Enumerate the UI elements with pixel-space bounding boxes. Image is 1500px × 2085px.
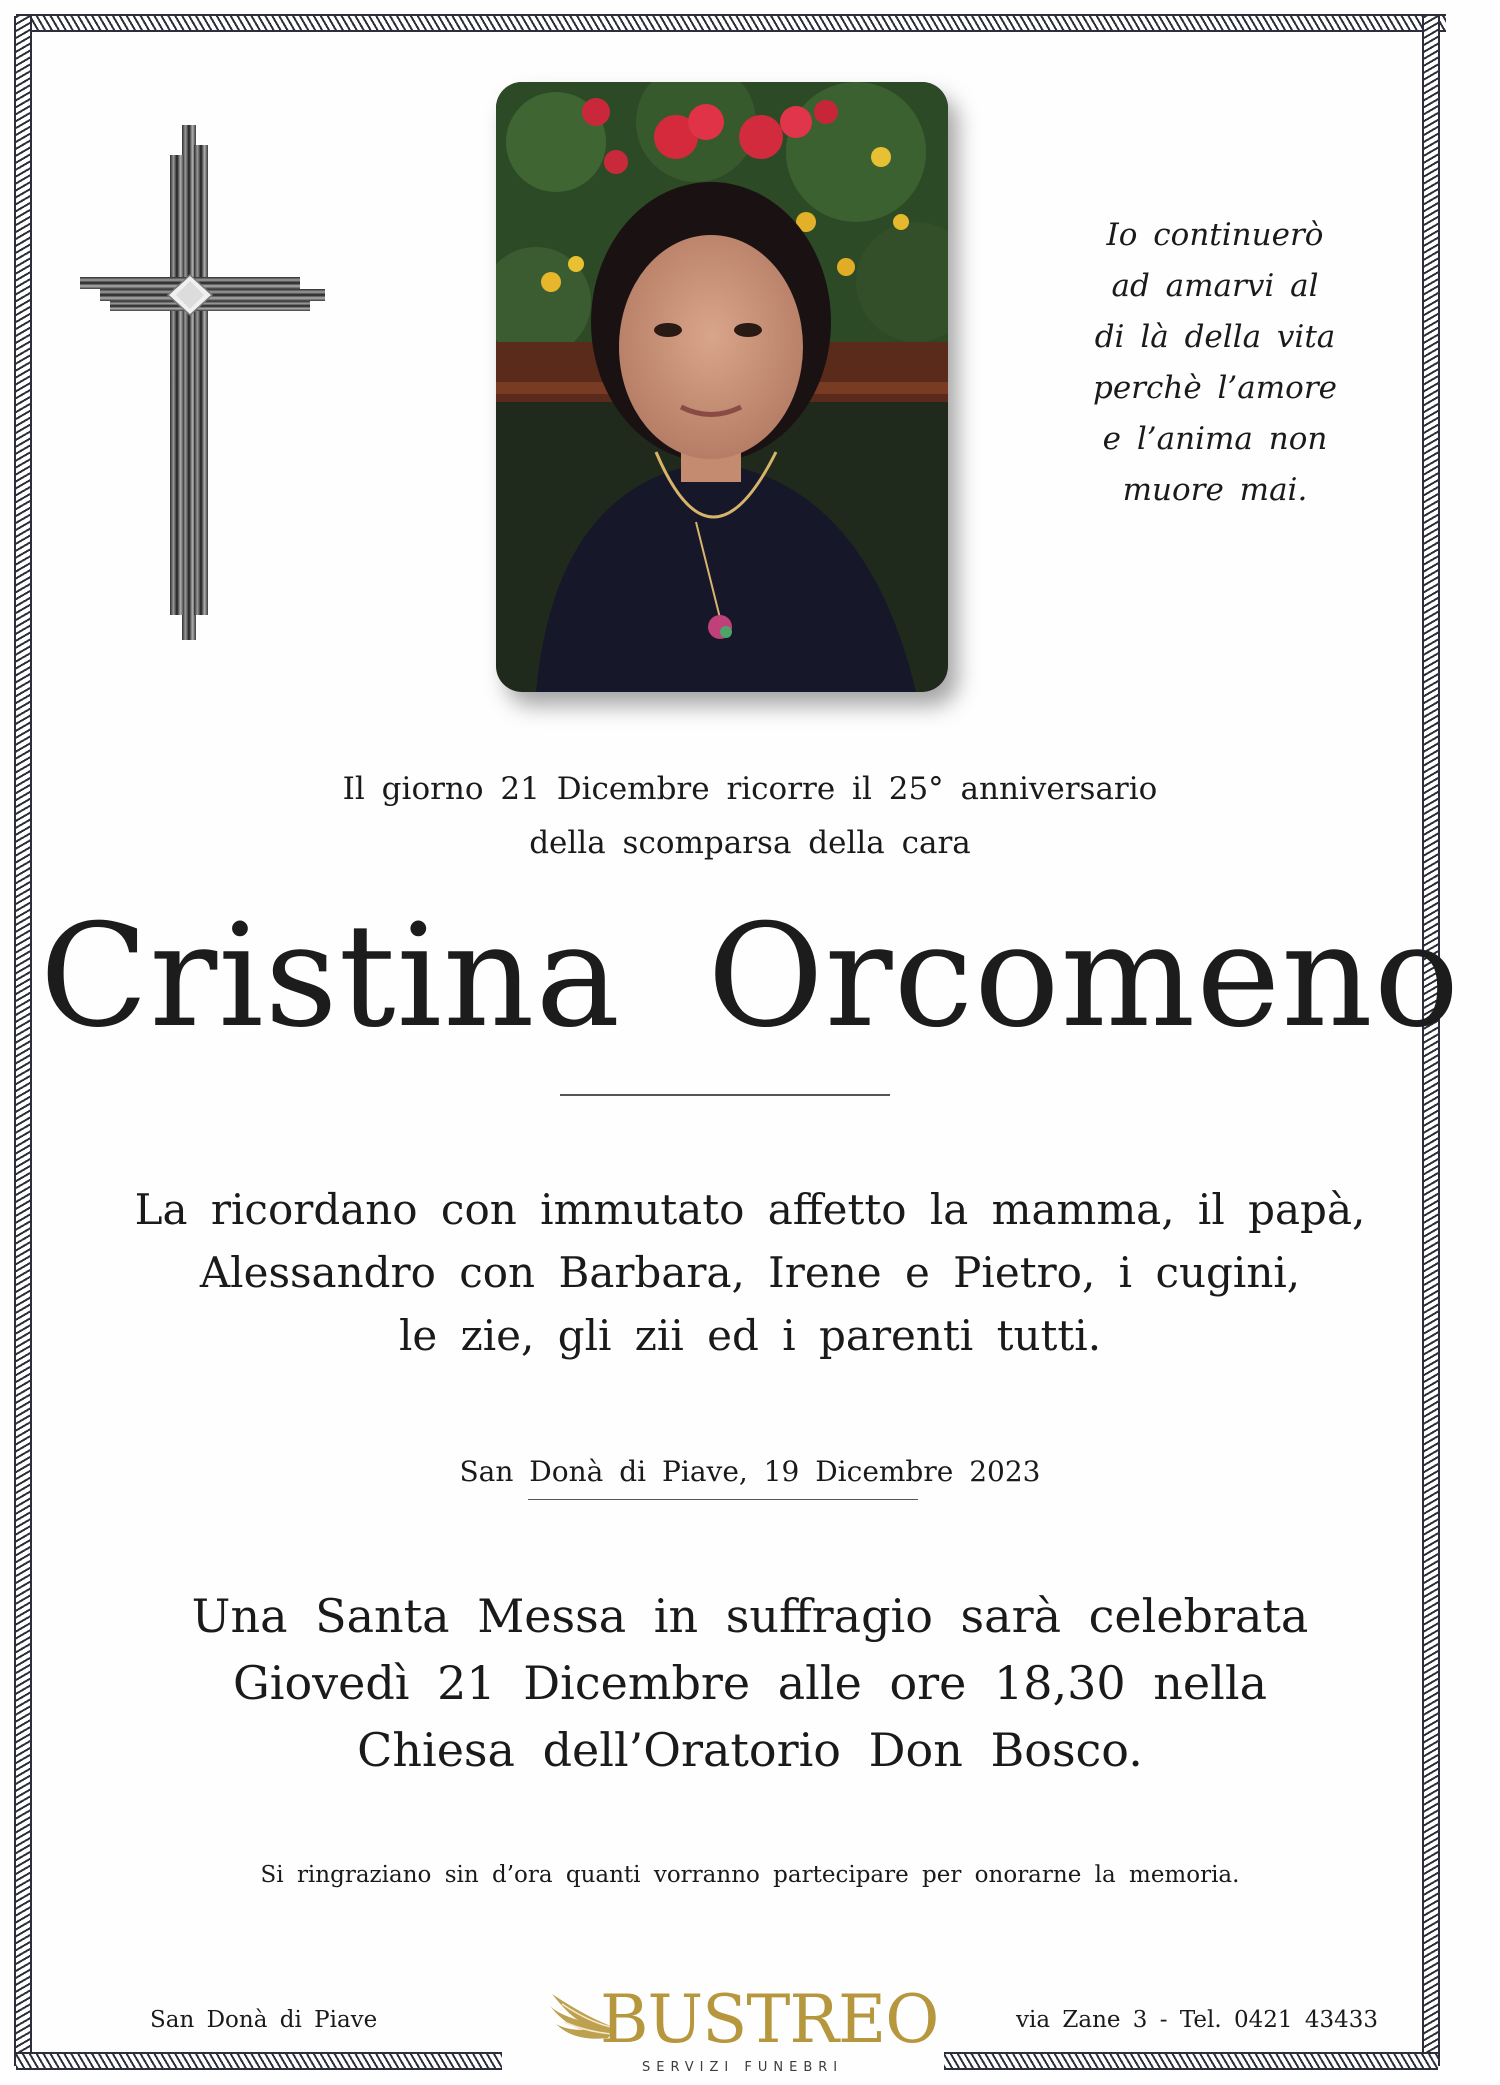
quote-line: ad amarvi al — [1111, 268, 1319, 304]
family-line: Alessandro con Barbara, Irene e Pietro, i cugini, — [199, 1248, 1301, 1297]
quote-line: muore mai. — [1122, 472, 1308, 508]
intro-line: della scomparsa della cara — [529, 825, 971, 861]
quote-line: e l’anima non — [1102, 421, 1328, 457]
border-top — [16, 14, 1446, 32]
name-divider — [560, 1094, 890, 1096]
border-bottom-right — [944, 2052, 1438, 2070]
family-line: La ricordano con immutato affetto la mamma, il papà, — [134, 1185, 1366, 1234]
footer-address: via Zane 3 - Tel. 0421 43433 — [1016, 2007, 1378, 2033]
logo-name: BUSTREO — [600, 1981, 939, 2058]
latin-cross-icon — [80, 125, 330, 640]
mass-announcement — [0, 1583, 1500, 1784]
quote-line: perchè l’amore — [1092, 370, 1337, 406]
family-remembrance — [0, 1178, 1500, 1367]
place-date: San Donà di Piave, 19 Dicembre 2023 — [459, 1455, 1041, 1488]
border-bottom-left — [16, 2052, 502, 2070]
mass-line: Giovedì 21 Dicembre alle ore 18,30 nella — [232, 1656, 1267, 1710]
intro-line: Il giorno 21 Dicembre ricorre il 25° anniversario — [342, 771, 1158, 807]
funeral-home-logo — [548, 1980, 939, 2080]
deceased-name: Cristina Orcomeno — [39, 894, 1461, 1059]
logo-subtitle: SERVIZI FUNEBRI — [642, 2060, 844, 2075]
family-line: le zie, gli zii ed i parenti tutti. — [398, 1311, 1102, 1360]
thanks-note: Si ringraziano sin d’ora quanti vorranno partecipare per onorarne la memoria. — [260, 1862, 1240, 1888]
quote-line: Io continuerò — [1106, 217, 1324, 253]
mass-line: Chiesa dell’Oratorio Don Bosco. — [357, 1723, 1143, 1777]
date-underline — [528, 1499, 918, 1500]
mass-line: Una Santa Messa in suffragio sarà celebrata — [191, 1589, 1309, 1643]
quote-line: di là della vita — [1094, 319, 1336, 355]
epitaph-quote — [1070, 210, 1360, 516]
footer-city: San Donà di Piave — [150, 2007, 378, 2033]
portrait-photo — [496, 82, 948, 692]
anniversary-intro — [0, 762, 1500, 870]
